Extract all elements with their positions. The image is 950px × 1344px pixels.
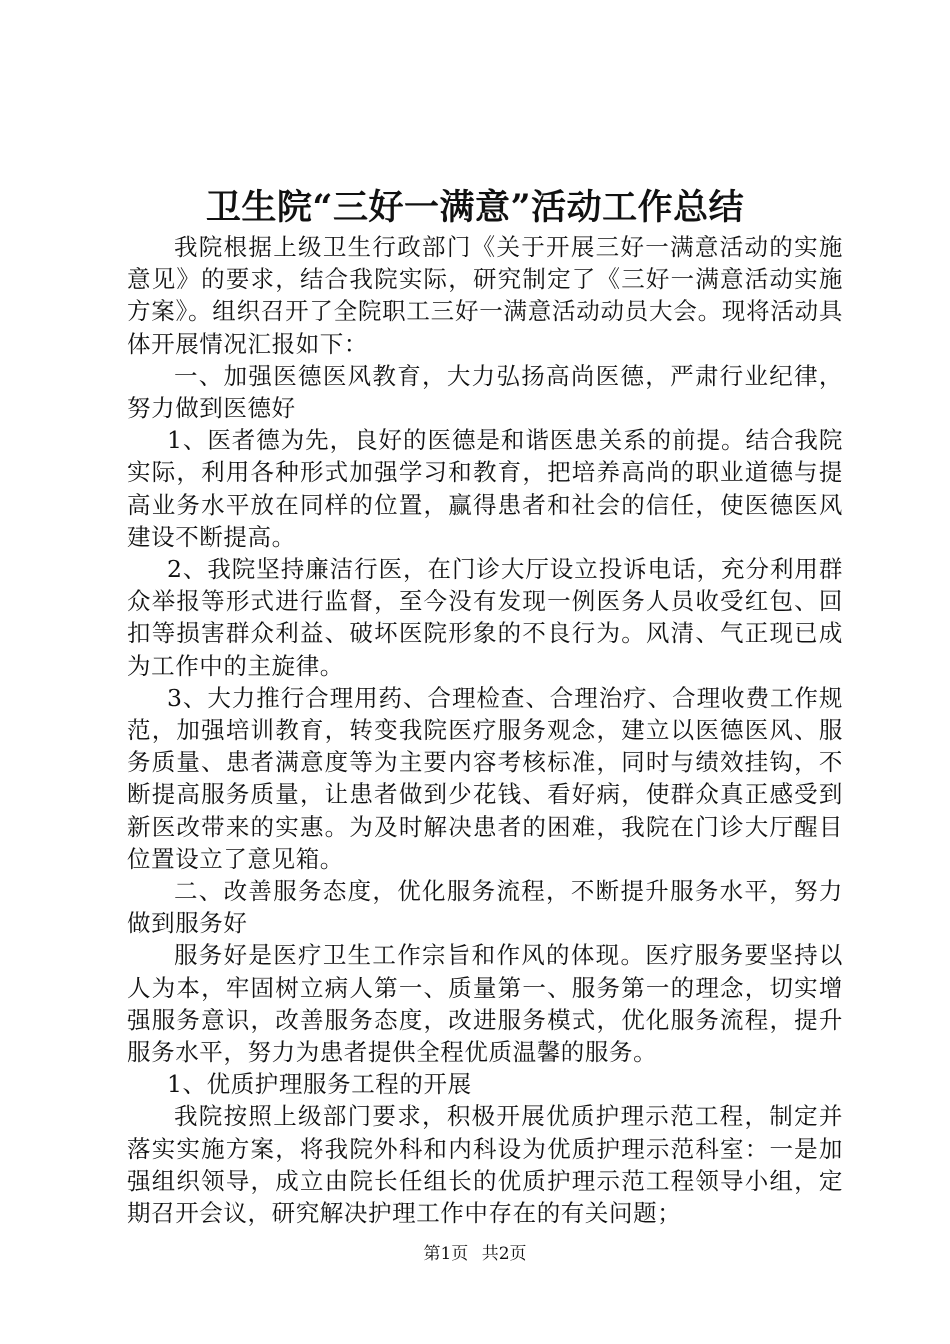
nursing-paragraph: 我院按照上级部门要求，积极开展优质护理示范工程，制定并落实实施方案，将我院外科和内科设为优质护理示范科室：一是加强组织领导，成立由院长任组长的优质护理示范工程领导小组，定期召开会议，研究解决护理工作中存在的有关问题；: [127, 1102, 843, 1228]
item-paragraph-2: 2、我院坚持廉洁行医，在门诊大厅设立投诉电话，充分利用群众举报等形式进行监督，至今没有发现一例医务人员收受红包、回扣等损害群众利益、破坏医院形象的不良行为。风清、气正现已成为工作中的主旋律。: [127, 555, 843, 680]
page-number: 第1页: [423, 1244, 469, 1264]
intro-paragraph: 我院根据上级卫生行政部门《关于开展三好一满意活动的实施意见》的要求，结合我院实际，研究制定了《三好一满意活动实施方案》。组织召开了全院职工三好一满意活动动员大会。现将活动具体开展情况汇报如下：: [127, 233, 843, 358]
subheading-1: 1、优质护理服务工程的开展: [166, 1070, 472, 1099]
section-2-paragraph: 服务好是医疗卫生工作宗旨和作风的体现。医疗服务要坚持以人为本，牢固树立病人第一、质量第一、服务第一的理念，切实增强服务意识，改善服务态度，改进服务模式，优化服务流程，提升服务水平，努力为患者提供全程优质温馨的服务。: [127, 941, 843, 1067]
section-heading-1: 一、加强医德医风教育，大力弘扬高尚医德，严肃行业纪律，努力做到医德好: [127, 361, 843, 423]
page-footer: [0, 1243, 950, 1265]
item-paragraph-3: 3、大力推行合理用药、合理检查、合理治疗、合理收费工作规范，加强培训教育，转变我院医疗服务观念，建立以医德医风、服务质量、患者满意度等为主要内容考核标准，同时与绩效挂钩，不断提高服务质量，让患者做到少花钱、看好病，使群众真正感受到新医改带来的实惠。为及时解决患者的困难，我院在门诊大厅醒目位置设立了意见箱。: [127, 683, 843, 873]
section-heading-2: 二、改善服务态度，优化服务流程，不断提升服务水平，努力做到服务好: [127, 877, 843, 938]
page-total: 共2页: [481, 1244, 527, 1264]
document-body: [127, 231, 843, 1229]
document-title: 卫生院“三好一满意”活动工作总结: [205, 187, 745, 228]
item-paragraph-1: 1、医者德为先，良好的医德是和谐医患关系的前提。结合我院实际，利用各种形式加强学习和教育，把培养高尚的职业道德与提高业务水平放在同样的位置，赢得患者和社会的信任，使医德医风建设不断提高。: [127, 426, 843, 551]
